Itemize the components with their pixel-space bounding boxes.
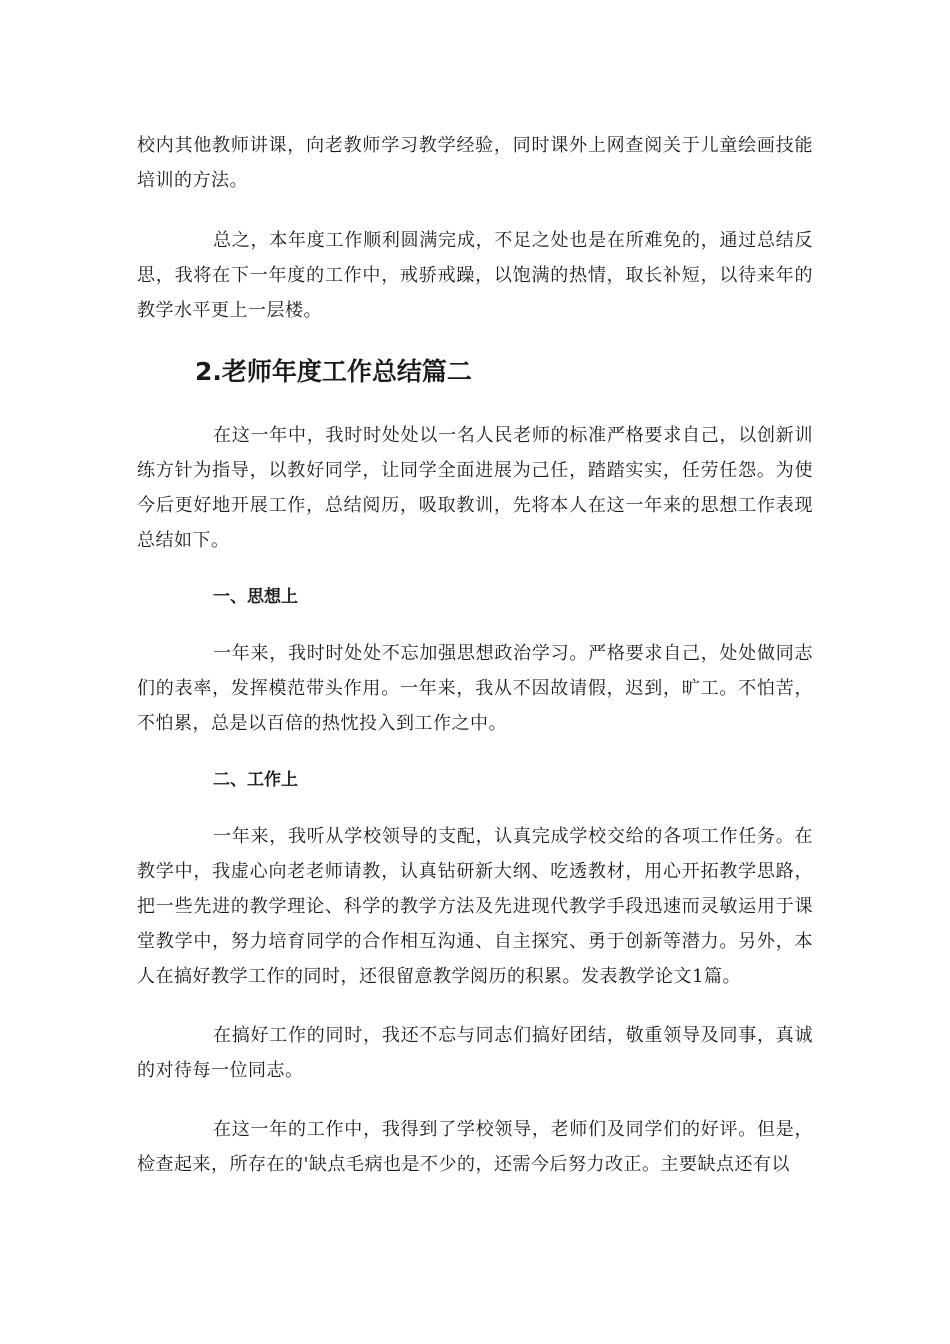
work-paragraph: 一年来，我听从学校领导的支配，认真完成学校交给的各项工作任务。在教学中，我虚心向老老师请教，认真钻研新大纲、吃透教材，用心开拓教学思路，把一些先进的教学理论、科学的教学方法及先进现代教学手段迅速而灵敏运用于课堂教学中，努力培育同学的合作相互沟通、自主探究、勇于创新等潜力。另外，本人在搞好教学工作的同时，还很留意教学阅历的积累。发表教学论文1篇。 bbox=[137, 826, 813, 987]
thought-paragraph: 一年来，我时时处处不忘加强思想政治学习。严格要求自己，处处做同志们的表率，发挥模范带头作用。一年来，我从不因故请假，迟到，旷工。不怕苦，不怕累，总是以百倍的热忱投入到工作之中。 bbox=[137, 643, 813, 734]
continuation-paragraph: 校内其他教师讲课，向老教师学习教学经验，同时课外上网查阅关于儿童绘画技能培训的方法。 bbox=[137, 135, 813, 191]
summary-paragraph: 总之，本年度工作顺利圆满完成，不足之处也是在所难免的，通过总结反思，我将在下一年度的工作中，戒骄戒躁，以饱满的热情，取长补短，以待来年的教学水平更上一层楼。 bbox=[137, 230, 813, 321]
unity-paragraph: 在搞好工作的同时，我还不忘与同志们搞好团结，敬重领导及同事，真诚的对待每一位同志。 bbox=[137, 1025, 813, 1081]
document-page bbox=[137, 128, 813, 1182]
section-heading: 2.老师年度工作总结篇二 bbox=[195, 357, 472, 386]
subheading-work: 二、工作上 bbox=[213, 770, 298, 790]
intro-paragraph: 在这一年中，我时时处处以一名人民老师的标准严格要求自己，以创新训练方针为指导，以教好同学，让同学全面进展为己任，踏踏实实，任劳任怨。为使今后更好地开展工作，总结阅历，吸取教训，先将本人在这一年来的思想工作表现总结如下。 bbox=[137, 425, 813, 551]
review-paragraph: 在这一年的工作中，我得到了学校领导，老师们及同学们的好评。但是，检查起来，所存在的'缺点毛病也是不少的，还需今后努力改正。主要缺点还有以 bbox=[137, 1119, 813, 1175]
subheading-thought: 一、思想上 bbox=[213, 587, 298, 607]
